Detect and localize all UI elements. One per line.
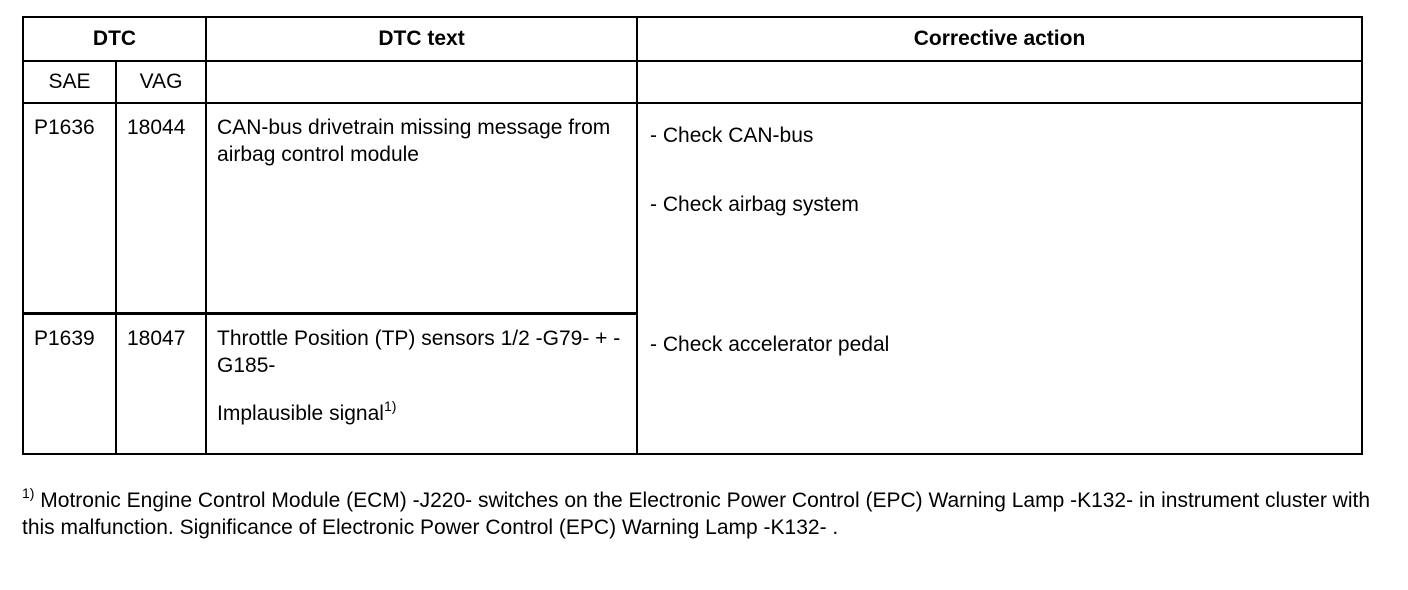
dtc-table — [22, 16, 1363, 455]
header-row — [23, 17, 1362, 61]
subheader-row — [23, 61, 1362, 103]
row-vag-code — [116, 103, 206, 314]
vag-code: 18044 — [127, 116, 186, 139]
dtc-text-block — [207, 315, 636, 427]
footnote-marker: 1) — [22, 485, 35, 501]
dtc-note — [217, 400, 626, 427]
sae-code: P1636 — [34, 116, 95, 139]
footnote-marker: 1) — [383, 398, 397, 414]
footnote — [22, 487, 1392, 541]
action-item: - Check CAN-bus — [650, 124, 814, 147]
corrective-action-cell — [637, 103, 1362, 454]
dtc-note-text: Implausible signal — [217, 402, 384, 425]
action-item: - Check airbag system — [650, 193, 859, 216]
dtc-description: CAN-bus drivetrain missing message from airbag control module — [217, 116, 611, 166]
row-dtc-text — [206, 314, 637, 455]
header-vag: VAG — [116, 61, 206, 103]
subheader-empty-text — [206, 61, 637, 103]
row-sae-code — [23, 314, 116, 455]
sae-code: P1639 — [34, 327, 95, 350]
header-sae: SAE — [23, 61, 116, 103]
row-dtc-text — [206, 103, 637, 314]
header-dtc: DTC — [23, 17, 206, 61]
table-row — [23, 103, 1362, 314]
row-sae-code — [23, 103, 116, 314]
header-dtc-text: DTC text — [206, 17, 637, 61]
footnote-text: Motronic Engine Control Module (ECM) -J220- switches on the Electronic Power Control (EPC) Warning Lamp -K132- in instrument cluster with this malfunction. Significance of Electronic Power Control (EPC) Warning Lamp -K132- . — [22, 489, 1371, 539]
dtc-description: Throttle Position (TP) sensors 1/2 -G79- + -G185- — [217, 327, 621, 377]
row-vag-code — [116, 314, 206, 455]
header-corrective-action: Corrective action — [637, 17, 1362, 61]
action-item: - Check accelerator pedal — [650, 333, 890, 356]
vag-code: 18047 — [127, 327, 186, 350]
subheader-empty-action — [637, 61, 1362, 103]
